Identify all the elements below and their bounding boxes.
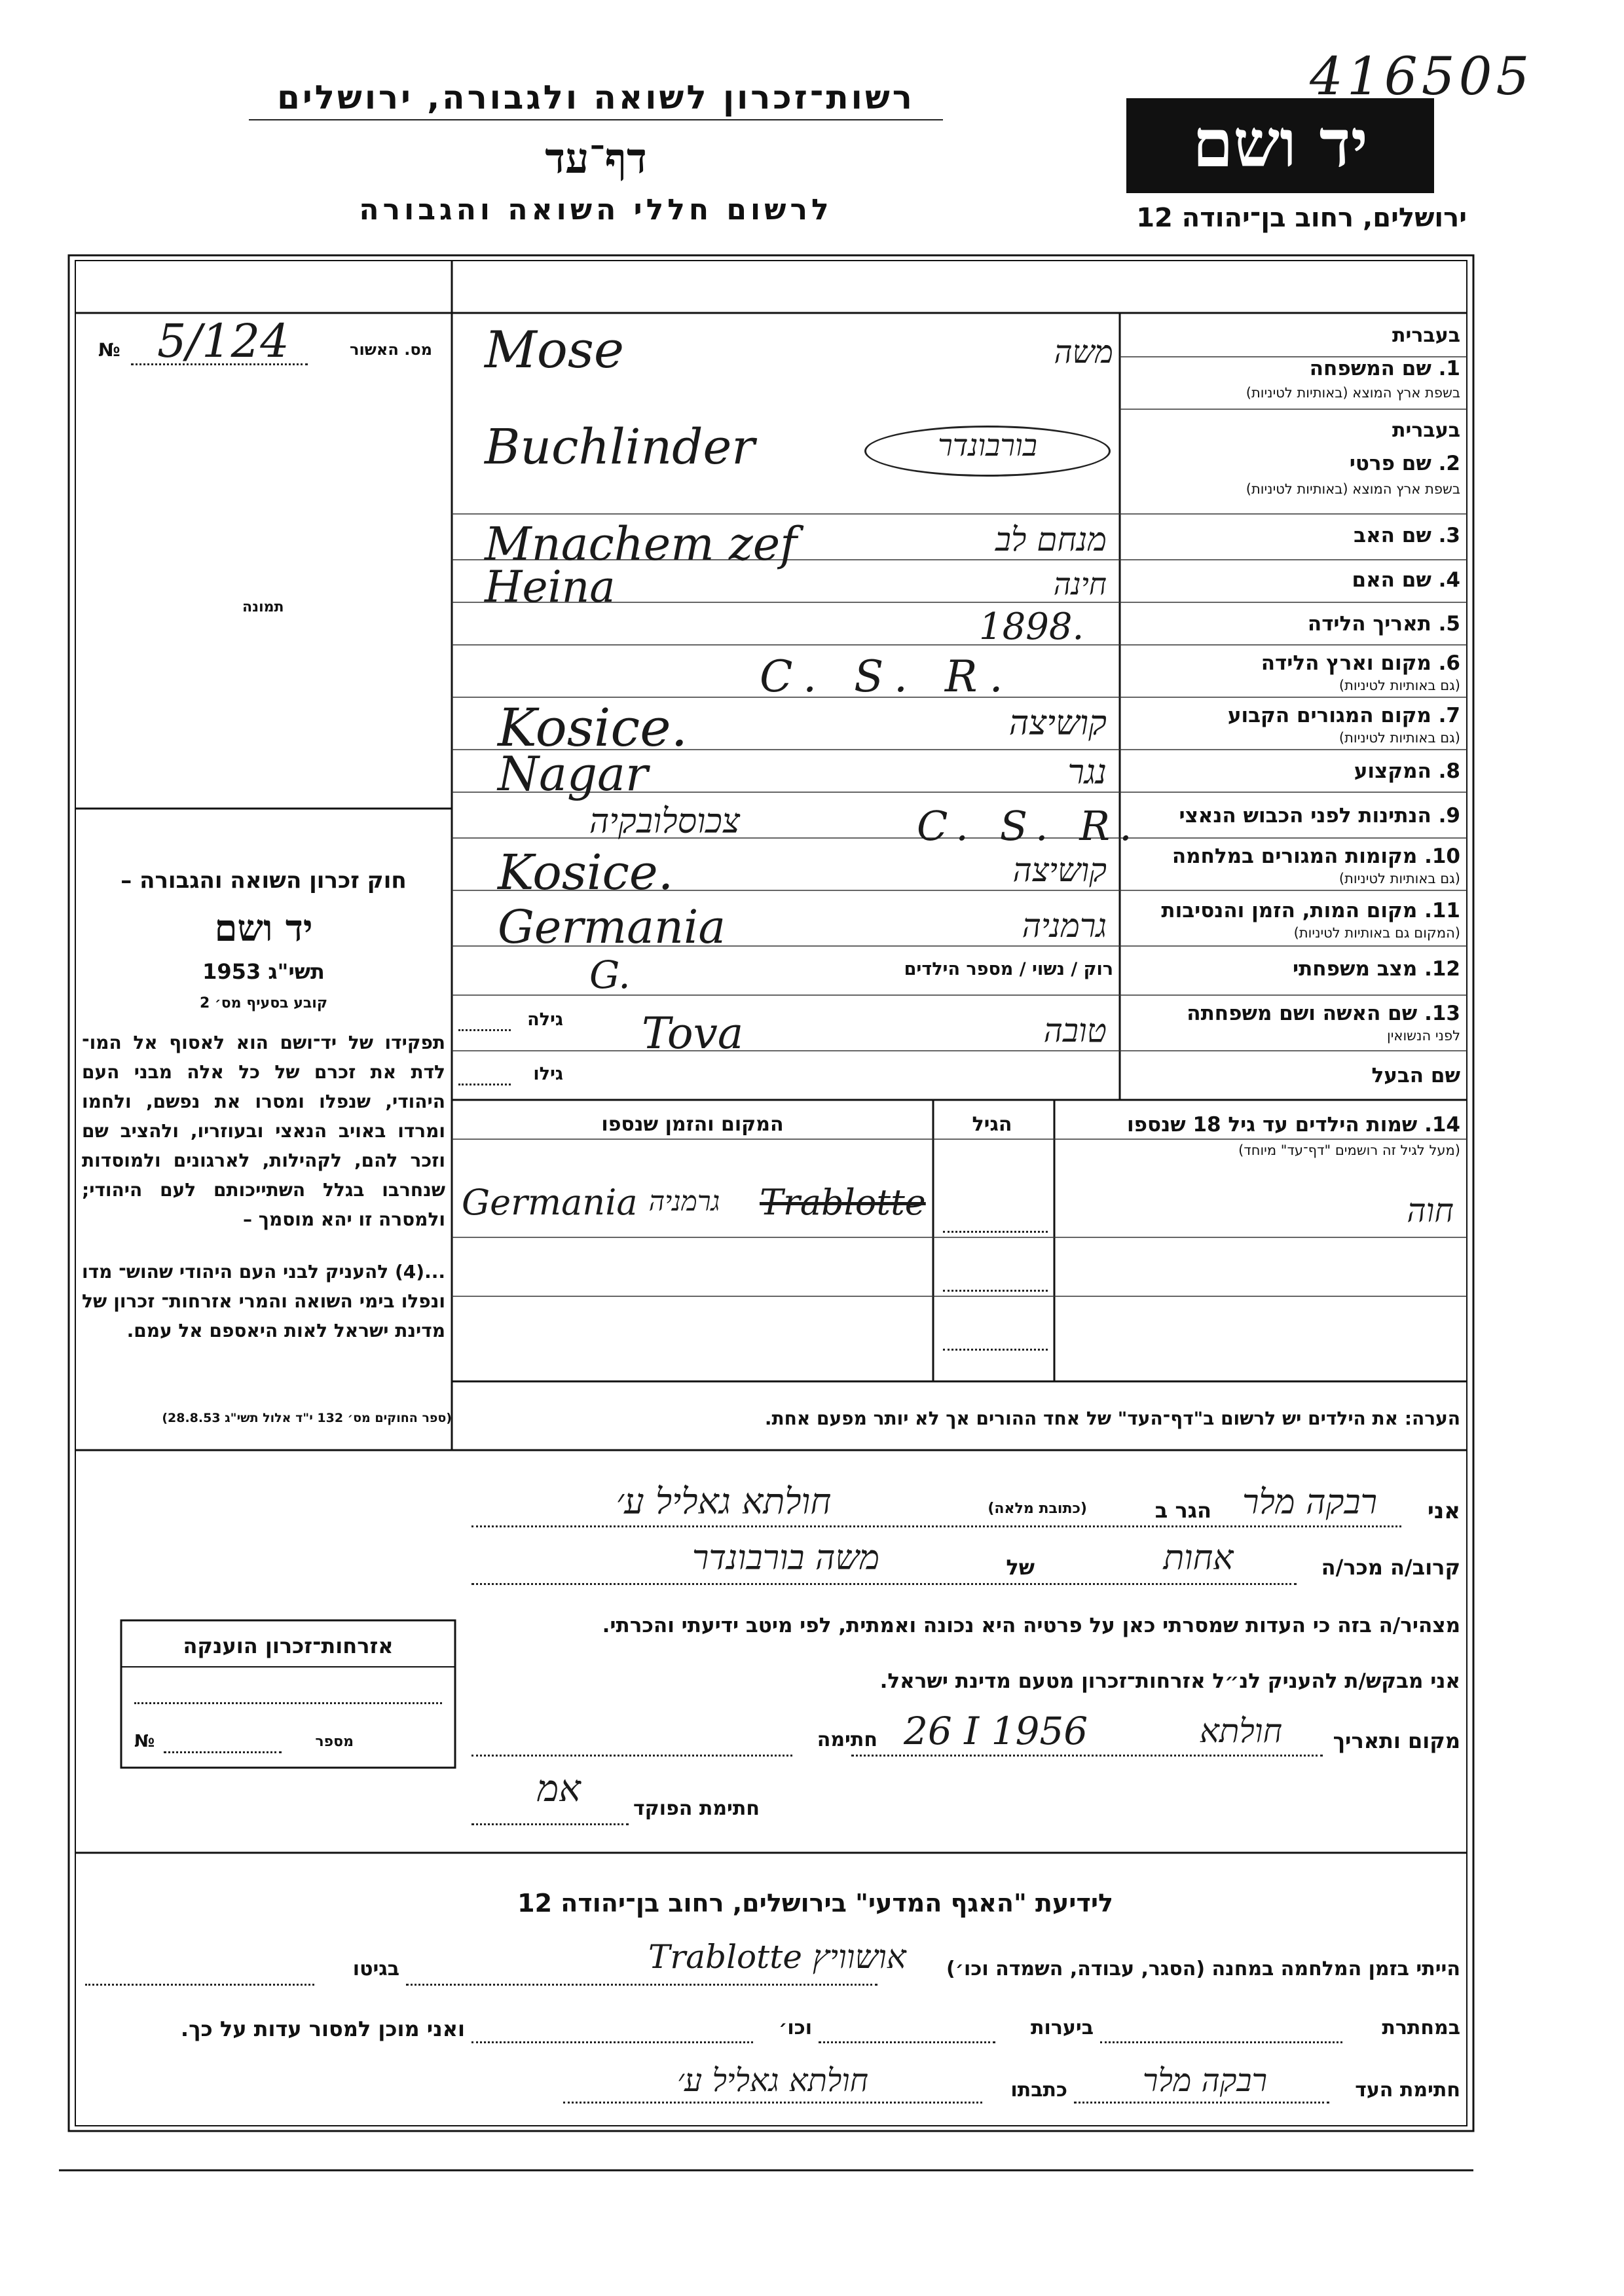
field-4-label bbox=[1126, 568, 1460, 592]
field-9-num: 9. bbox=[1438, 804, 1460, 828]
birth-date: 1898. bbox=[979, 606, 1084, 648]
field-7-label bbox=[1126, 704, 1460, 727]
field-11-name: מקום המות, הזמן והנסיבות bbox=[1161, 899, 1418, 922]
husband-label: שם הבעל bbox=[1371, 1064, 1460, 1087]
law-text-2: ...(4) להעניק לבני העם היהודי שהוש־ מדו ונפלו בימי השואה והמרי אזרחות־ זכרון של מדינת ישראל לאות היאספם אל עמם. bbox=[82, 1261, 445, 1341]
surname-latin: Mose bbox=[485, 321, 625, 380]
place-value: חולתא bbox=[1199, 1712, 1283, 1750]
law-source: (ספר החוקים מס׳ 132 י"ד אלול תשי"ג 28.8.53) bbox=[162, 1411, 452, 1425]
field-5-num: 5. bbox=[1438, 612, 1460, 636]
authority-title: רשות־זכרון לשואה ולגבורה, ירושלים bbox=[277, 79, 915, 117]
note-line bbox=[458, 1408, 1460, 1429]
field-3-label bbox=[1126, 524, 1460, 547]
law-clause: קובע בסעיף מס׳ 2 bbox=[199, 995, 328, 1011]
field-9-name: הנתינות לפני הכבוש הנאצי bbox=[1179, 804, 1431, 828]
father-name-latin: Mnachem zef bbox=[485, 517, 798, 571]
field-2-name: שם פרטי bbox=[1349, 452, 1431, 475]
form-title: דף־עד bbox=[545, 134, 647, 183]
field-5-name: תאריך הלידה bbox=[1307, 612, 1431, 636]
field-13-note: לפני הנשואין bbox=[1386, 1028, 1460, 1044]
child-1-place-latin: Germania bbox=[462, 1182, 638, 1223]
children-title: שמות הילדים עד גיל 18 שנספו bbox=[1127, 1113, 1418, 1137]
field-11-num: 11. bbox=[1424, 899, 1460, 922]
children-num: 14. bbox=[1424, 1113, 1460, 1137]
death-place-latin: Germania bbox=[498, 900, 726, 954]
children-place-header: המקום והזמן שנספו bbox=[601, 1113, 784, 1136]
witness-label: חתימת העד bbox=[1355, 2079, 1460, 2102]
field-12-name: מצב משפחתי bbox=[1292, 957, 1418, 981]
certificate-box-title: אזרחות־זכרון הוענקה bbox=[183, 1633, 394, 1658]
field-5-label bbox=[1126, 612, 1460, 636]
declarant-name: רבקה מלר bbox=[1242, 1483, 1378, 1522]
field-8-label bbox=[1126, 759, 1460, 783]
children-age-header: הגיל bbox=[972, 1113, 1012, 1136]
field-8-num: 8. bbox=[1438, 759, 1460, 783]
resides-label: הגר ב bbox=[1154, 1498, 1211, 1523]
approval-label: מס. האשור bbox=[350, 340, 432, 359]
law-title: חוק זכרון השואה והגבורה – bbox=[120, 867, 407, 894]
wife-name-latin: Tova bbox=[642, 1008, 744, 1059]
field-4-num: 4. bbox=[1438, 568, 1460, 592]
field-10-note: (גם באותיות לטיניות) bbox=[1338, 871, 1460, 886]
note-text: את הילדים יש לרשום ב"דף־העד" של אחד ההורים אך לא יותר מפעם אחת. bbox=[764, 1408, 1399, 1429]
field-1-num: 1. bbox=[1438, 357, 1460, 380]
birth-place: C. S. R. bbox=[760, 651, 1015, 702]
marital-status-value: G. bbox=[589, 953, 631, 997]
wartime-residence-latin: Kosice. bbox=[498, 845, 674, 901]
signature-label: חתימה bbox=[817, 1728, 877, 1751]
child-1-struck: Trablotte bbox=[760, 1182, 926, 1223]
field-11-note: (המקום גם באותיות לטיניות) bbox=[1293, 925, 1460, 941]
of-label: של bbox=[1006, 1555, 1035, 1580]
relative-label: קרוב/ה מכר/ה bbox=[1321, 1555, 1460, 1580]
field-6-name: מקום וארץ הלידה bbox=[1261, 651, 1431, 675]
field-4-name: שם האם bbox=[1352, 568, 1431, 592]
father-name-hebrew: מנחם לב bbox=[995, 520, 1107, 558]
field-8-name: המקצוע bbox=[1354, 759, 1431, 783]
field-12-label bbox=[1126, 957, 1460, 981]
file-number: 416505 bbox=[1310, 46, 1534, 107]
firstname-hebrew: בורבונדר bbox=[864, 426, 1111, 477]
children-note: (מעל לגיל זה רושמים "דף־עד" מיוחד) bbox=[1238, 1142, 1460, 1158]
underground-label: במחתרת bbox=[1382, 2016, 1460, 2039]
nationality-hebrew: צכוסלובקיה bbox=[589, 802, 741, 841]
field-13-num: 13. bbox=[1424, 1002, 1460, 1025]
field-10-label bbox=[1126, 845, 1460, 868]
children-label bbox=[1061, 1113, 1460, 1137]
field-10-num: 10. bbox=[1424, 845, 1460, 868]
field-1-tag: בעברית bbox=[1392, 324, 1460, 347]
field-6-note: (גם באותיות לטיניות) bbox=[1338, 678, 1460, 693]
field-11-label bbox=[1126, 899, 1460, 922]
camp-label: הייתי בזמן המלחמה במחנה (הסגר, עבודה, השמדה וכו׳) bbox=[946, 1958, 1460, 1980]
wife-name-hebrew: טובה bbox=[1043, 1011, 1107, 1049]
child-1-name: חוה bbox=[1407, 1192, 1454, 1230]
field-2-note: בשפת ארץ המוצא (באותיות לטיניות) bbox=[1246, 481, 1460, 497]
place-date-label: מקום ותאריך bbox=[1333, 1728, 1460, 1753]
field-6-label bbox=[1126, 651, 1460, 675]
husband-age-label: גילו bbox=[533, 1064, 563, 1084]
field-2-num: 2. bbox=[1438, 452, 1460, 475]
form-subtitle: לרשום חללי השואה והגבורה bbox=[359, 193, 833, 227]
statement-text: מצהיר/ה בזה כי העדות שמסרתי כאן על פרטיה היא נכונה ואמתית, לפי מיטב ידיעתי והכרתי. bbox=[602, 1614, 1460, 1637]
of-value: משה בורבונדר bbox=[692, 1539, 880, 1578]
profession-hebrew: נגר bbox=[1067, 753, 1107, 792]
law-name: יד ושם bbox=[214, 907, 313, 950]
official-sig-label: חתימת הפוקד bbox=[633, 1797, 760, 1820]
field-13-label bbox=[1126, 1002, 1460, 1025]
field-12-num: 12. bbox=[1424, 957, 1460, 981]
ghetto-label: בגיטו bbox=[352, 1958, 399, 1980]
yad-vashem-logo: יד ושם bbox=[1192, 105, 1368, 182]
witness-address-value: חולתא גאליל ע׳ bbox=[676, 2062, 869, 2099]
photo-label: תמונה bbox=[242, 599, 284, 615]
field-7-note: (גם באותיות לטיניות) bbox=[1338, 730, 1460, 746]
witness-signature: רבקה מלר bbox=[1142, 2062, 1268, 2099]
note-label: הערה: bbox=[1404, 1408, 1460, 1429]
field-6-num: 6. bbox=[1438, 651, 1460, 675]
profession-latin: Nagar bbox=[498, 746, 648, 801]
surname-hebrew: משה bbox=[1054, 334, 1113, 371]
law-year: תשי"ג 1953 bbox=[202, 959, 325, 984]
field-9-label bbox=[1126, 804, 1460, 828]
firstname-latin: Buchlinder bbox=[485, 419, 755, 475]
field-1-label bbox=[1126, 357, 1460, 380]
certificate-number-label: מספר bbox=[315, 1734, 354, 1750]
ready-label: ואני מוכן למסור עדות על כך. bbox=[180, 2016, 465, 2041]
field-12-note: רוק / נשוי / מספר הילדים bbox=[904, 959, 1113, 979]
declaration-i-label: אני bbox=[1427, 1498, 1460, 1524]
field-7-num: 7. bbox=[1438, 704, 1460, 727]
field-3-num: 3. bbox=[1438, 524, 1460, 547]
certificate-no-sign: № bbox=[134, 1732, 155, 1751]
field-3-name: שם האב bbox=[1354, 524, 1431, 547]
nationality-latin: C. S. R. bbox=[917, 802, 1141, 850]
official-sig-value: אמ bbox=[537, 1768, 581, 1810]
child-1-place-hebrew: גרמניה bbox=[648, 1185, 720, 1217]
camp-value: Trablotte אושוויץ bbox=[648, 1938, 906, 1976]
field-10-name: מקומות המגורים במלחמה bbox=[1172, 845, 1418, 868]
residence-latin: Kosice. bbox=[498, 697, 688, 758]
field-7-name: מקום המגורים הקבוע bbox=[1227, 704, 1431, 727]
yad-vashem-address: ירושלים, רחוב בן־יהודה 12 bbox=[1136, 203, 1467, 233]
field-1-note: בשפת ארץ המוצא (באותיות לטיניות) bbox=[1246, 385, 1460, 401]
declarant-address: חולתא גאליל ע׳ bbox=[616, 1481, 832, 1522]
field-1-name: שם המשפחה bbox=[1309, 357, 1431, 380]
field-2-label bbox=[1126, 452, 1460, 475]
mother-name-latin: Heina bbox=[485, 562, 616, 612]
field-13-name: שם האשה ושם משפחתה bbox=[1187, 1002, 1418, 1025]
wife-age-label: גילה bbox=[527, 1010, 563, 1030]
footer-title: לידיעת "האגף המדעי" בירושלים, רחוב בן־יהודה 12 bbox=[517, 1889, 1113, 1918]
approval-number: 5/124 bbox=[157, 314, 289, 368]
request-text: אני מבקש/ת להעניק לנ״ל אזרחות־זכרון מטעם מדינת ישראל. bbox=[879, 1669, 1460, 1693]
residence-hebrew: קושיצה bbox=[1008, 704, 1107, 743]
relation-value: אחות bbox=[1163, 1539, 1234, 1578]
address-hint: (כתובת מלאה) bbox=[987, 1501, 1087, 1517]
death-place-hebrew: גרמניה bbox=[1022, 907, 1107, 945]
law-text-1: תפקידו של יד־ושם הוא לאסוף אל המו־ לדת את זכרם של כל אלה מבני העם היהודי, שנפלו ומסרו את נפשם, ולחמו ומרדו באויב הנאצי ובעוזריו, ולהציב שם וזכר להם, לקהילות, לארגונים ולמוסדות שנחרבו בגלל השתייכותם לעם היהודי; ולמסרה זו יהא מוסמך – bbox=[82, 1032, 445, 1230]
mother-name-hebrew: חינה bbox=[1053, 566, 1107, 602]
field-2-tag: בעברית bbox=[1392, 419, 1460, 442]
forest-label: ביערות bbox=[1031, 2016, 1094, 2039]
wartime-residence-hebrew: קושיצה bbox=[1012, 851, 1107, 889]
etc-label: וכו׳ bbox=[779, 2016, 812, 2039]
date-value: 26 I 1956 bbox=[904, 1709, 1088, 1753]
witness-address-label: כתבתו bbox=[1010, 2079, 1067, 2102]
approval-no-sign: № bbox=[98, 339, 120, 361]
